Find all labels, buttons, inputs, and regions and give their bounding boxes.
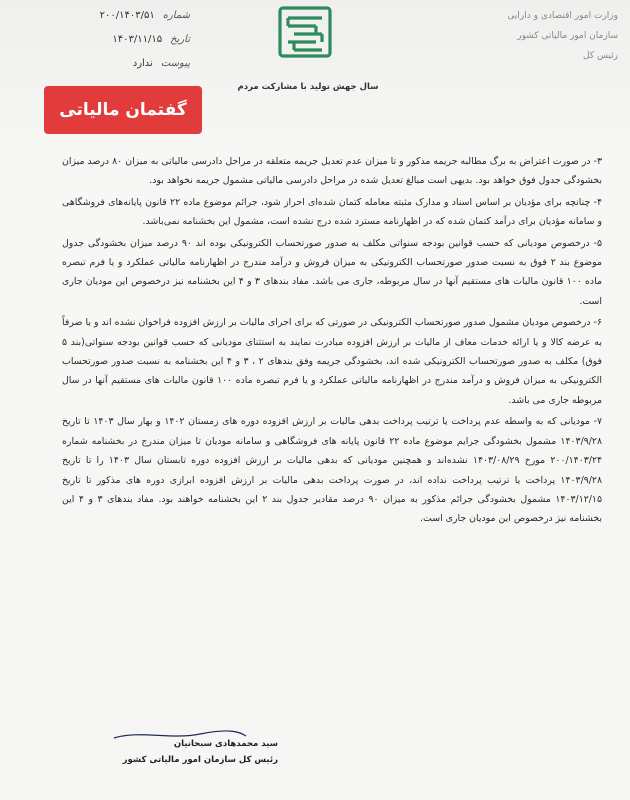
date-label: تاریخ bbox=[170, 34, 190, 45]
paragraph-6: ۶- درخصوص مودیان مشمول صدور صورتحساب الکترونیکی در صورتی که برای اجرای مالیات بر ارزش افزوده فراخوان نشده اند و یا صرفاً به عرضه کالا و یا ارائه خدمات معاف از مالیات بر ارزش افزوده مبادرت نمایند به استثنای مودیانی که حسب قوانین بودجه سنواتی(بند ۵ فوق) مکلف به صدور صورتحساب الکترونیکی شده اند، بخشودگی جریمه وفق بندهای ۲ ، ۳ و ۴ این بخشنامه به نسبت صدور صورتحساب الکترونیکی به میزان فروش و درآمد مندرج در اظهارنامه مالیاتی عملکرد و یا فرم تبصره ماده ۱۰۰ قانون مالیات های مستقیم آنها در سال مربوطه جاری می باشد. bbox=[62, 317, 602, 406]
paragraph-7: ۷- مودیانی که به واسطه عدم پرداخت یا ترتیب پرداخت بدهی مالیات بر ارزش افزوده دوره های زمستان ۱۴۰۲ و بهار سال ۱۴۰۳ تا تاریخ ۱۴۰۳/۹/۲۸ مشمول بخشودگی جرایم موضوع ماده ۲۲ قانون پایانه های فروشگاهی و سامانه مودیان تا میزان مندرج در بخشنامه شماره ۲۰۰/۱۴۰۳/۲۴ مورخ ۱۴۰۳/۰۸/۲۹ نشده‌اند و همچنین مودیانی که بدهی مالیات بر ارزش افزوده دوره تابستان سال ۱۴۰۳ را تا تاریخ ۱۴۰۳/۹/۲۸ پرداخت یا ترتیب پرداخت نداده اند، در صورت پرداخت بدهی مالیات بر ارزش افزوده ابرازی دوره های مذکور تا تاریخ ۱۴۰۳/۱۲/۱۵ مشمول بخشودگی جرائم مذکور به میزان ۹۰ درصد مقادیر جدول بند ۲ این بخشنامه خواهند بود. مفاد بندهای ۳ و ۴ این بخشنامه نیز درخصوص این مودیان جاری است. bbox=[62, 416, 603, 525]
number-row bbox=[70, 4, 190, 28]
attachment-row bbox=[70, 52, 190, 76]
letter-body bbox=[62, 152, 602, 531]
tax-organization-emblem-icon bbox=[276, 4, 334, 60]
org-line-organization: سازمان امور مالیاتی کشور bbox=[517, 31, 618, 41]
paragraph-4: ۴- چنانچه برای مؤدیان بر اساس اسناد و مدارک مثبته معامله کتمان شده‌ای احراز شود، جرائم موضوع ماده ۲۲ قانون پایانه‌های فروشگاهی و سامانه مؤدیان برای درآمد کتمان شده که در اظهارنامه مسترد شده درج نشده است، مشمول این بخشنامه نمی‌باشد. bbox=[62, 196, 602, 228]
number-label: شماره bbox=[162, 10, 190, 21]
date-row bbox=[70, 28, 190, 52]
year-slogan: سال جهش تولید با مشارکت مردم bbox=[237, 82, 379, 92]
attachment-label: پیوست bbox=[160, 58, 190, 69]
signatory-name: سید محمدهادی سبحانیان bbox=[173, 739, 278, 749]
signatory-title: رئیس کل سازمان امور مالیاتی کشور bbox=[122, 755, 278, 765]
org-line-head: رئیس کل bbox=[582, 51, 618, 61]
organization-header bbox=[458, 6, 618, 66]
letter-meta bbox=[70, 4, 190, 76]
attachment-value: ندارد bbox=[132, 58, 153, 69]
org-line-ministry: وزارت امور اقتصادی و دارایی bbox=[507, 11, 618, 21]
channel-badge: گفتمان مالیاتی bbox=[44, 86, 202, 134]
number-value: ۲۰۰/۱۴۰۳/۵۱ bbox=[99, 10, 155, 21]
signature-block bbox=[78, 736, 278, 768]
date-value: ۱۴۰۳/۱۱/۱۵ bbox=[112, 34, 163, 45]
paragraph-5: ۵- درخصوص مودیانی که حسب قوانین بودجه سنواتی مکلف به صدور صورتحساب الکترونیکی بوده اند ۹۰ درصد میزان بخشودگی جدول موضوع بند ۲ فوق به نسبت صدور صورتحساب الکترونیکی به میزان فروش و درآمد مندرج در اظهارنامه مالیاتی عملکرد و یا فرم تبصره ماده ۱۰۰ قانون مالیات های مستقیم آنها در سال مربوطه، جاری می باشد. مفاد بندهای ۳ و ۴ این بخشنامه نیز درخصوص این مودیان جاری است. bbox=[62, 237, 602, 307]
paragraph-3: ۳- در صورت اعتراض به برگ مطالبه جریمه مذکور و تا میزان عدم تعدیل جریمه متعلقه در مراحل دادرسی مالیاتی به میزان ۸۰ درصد میزان بخشودگی جدول فوق خواهد بود. بدیهی است مبالغ تعدیل شده در مراحل دادرسی مالیاتی مشمول جریمه نخواهد بود. bbox=[62, 156, 602, 187]
